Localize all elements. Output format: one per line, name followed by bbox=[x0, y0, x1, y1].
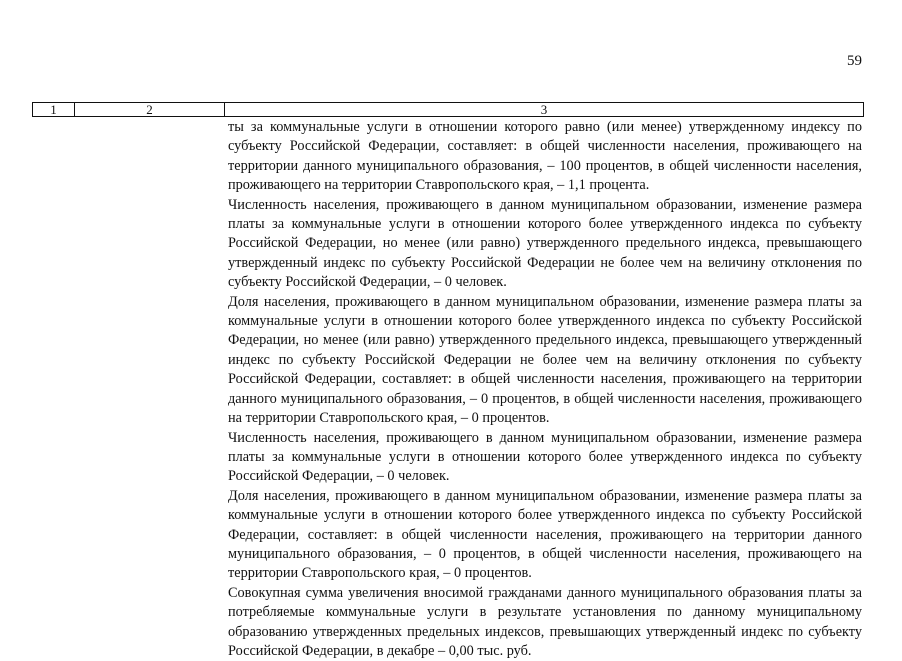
paragraph: Совокупная сумма увеличения вносимой гражданами данного муниципального образования платы за потребляемые коммунальные услуги в результате установления по данному муниципальному образованию утвержденных предельных индексов, превышающих утвержденный индекс по субъекту Российской Федерации, в декабре – 0,00 тыс. руб. bbox=[228, 584, 862, 659]
table-header-cell-1: 1 bbox=[33, 103, 75, 116]
paragraph: Доля населения, проживающего в данном муниципальном образовании, изменение размера платы за коммунальные услуги в отношении которого более утвержденного индекса по субъекту Российской Федерации, но менее (или равно) утвержденного предельного индекса, превышающего утвержденный индекс по субъекту Российской Федерации не более чем на величину отклонения по субъекту Российской Федерации, составляет: в общей численности населения, проживающего на территории данного муниципального образования, – 0 процентов, в общей численности населения, проживающего на территории Ставропольского края, – 0 процентов. bbox=[228, 293, 862, 427]
table-header-cell-2: 2 bbox=[75, 103, 225, 116]
table-body-text bbox=[228, 118, 862, 661]
paragraph: Численность населения, проживающего в данном муниципальном образовании, изменение размера платы за коммунальные услуги в отношении которого более утвержденного индекса по субъекту Российской Федерации, – 0 человек. bbox=[228, 429, 862, 485]
page-number: 59 bbox=[847, 53, 862, 69]
table-header-row bbox=[32, 102, 864, 117]
paragraph: Численность населения, проживающего в данном муниципальном образовании, изменение размера платы за коммунальные услуги в отношении которого более утвержденного индекса по субъекту Российской Федерации, но менее (или равно) утвержденного предельного индекса, превышающего утвержденный индекс по субъекту Российской Федерации не более чем на величину отклонения по субъекту Российской Федерации, – 0 человек. bbox=[228, 196, 862, 291]
paragraph: ты за коммунальные услуги в отношении которого равно (или менее) утвержденному индексу по субъекту Российской Федерации, составляет: в общей численности населения, проживающего на территории данного муниципального образования, – 100 процентов, в общей численности населения, проживающего на территории Ставропольского края, – 1,1 процента. bbox=[228, 119, 862, 194]
paragraph: Доля населения, проживающего в данном муниципальном образовании, изменение размера платы за коммунальные услуги в отношении которого более утвержденного индекса по субъекту Российской Федерации, составляет: в общей численности населения, проживающего на территории данного муниципального образования, – 0 процентов, в общей численности населения, проживающего на территории Ставропольского края, – 0 процентов. bbox=[228, 487, 862, 582]
table-header-cell-3: 3 bbox=[540, 102, 548, 117]
